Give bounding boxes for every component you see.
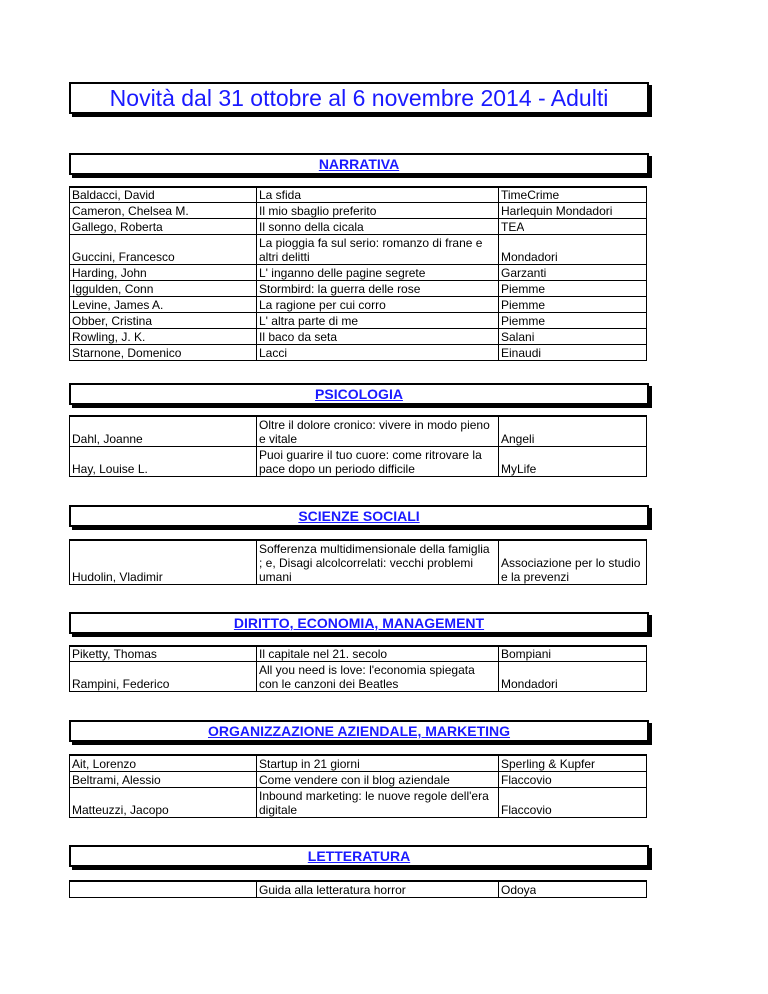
section-table-narrativa <box>69 186 647 361</box>
publisher-cell: TEA <box>501 220 525 234</box>
title-cell: La pioggia fa sul serio: romanzo di frane e altri delitti <box>259 236 483 264</box>
title-cell: Lacci <box>259 346 288 360</box>
table-row <box>69 661 647 692</box>
title-cell: Sofferenza multidimensionale della famiglia ; e, Disagi alcolcorrelati: vecchi problemi umani <box>259 542 490 584</box>
publisher-cell: Einaudi <box>501 346 542 360</box>
section-table-scienze-sociali <box>69 539 647 585</box>
title-cell: L' inganno delle pagine segrete <box>259 266 426 280</box>
author-cell: Gallego, Roberta <box>72 220 163 234</box>
author-cell: Rampini, Federico <box>72 677 170 691</box>
author-cell: Guccini, Francesco <box>72 250 175 264</box>
table-row <box>69 415 647 446</box>
publisher-cell: Angeli <box>501 432 535 446</box>
title-cell: La ragione per cui corro <box>259 298 386 312</box>
title-cell: Oltre il dolore cronico: vivere in modo pieno e vitale <box>259 418 490 446</box>
table-row <box>69 446 647 477</box>
author-cell: Baldacci, David <box>72 188 155 202</box>
table-row <box>69 880 647 898</box>
section-table-psicologia <box>69 415 647 477</box>
publisher-cell: Harlequin Mondadori <box>501 204 613 218</box>
author-cell: Starnone, Domenico <box>72 346 182 360</box>
section-heading-narrativa: NARRATIVA <box>69 153 649 175</box>
title-cell: Come vendere con il blog aziendale <box>259 773 450 787</box>
table-row <box>69 218 647 234</box>
author-cell: Beltrami, Alessio <box>72 773 161 787</box>
table-row <box>69 328 647 344</box>
title-cell: Puoi guarire il tuo cuore: come ritrovare la pace dopo un periodo difficile <box>259 448 482 476</box>
author-cell: Ait, Lorenzo <box>72 757 137 771</box>
publisher-cell: Flaccovio <box>501 773 552 787</box>
author-cell: Rowling, J. K. <box>72 330 146 344</box>
publisher-cell: Associazione per lo studio e la prevenzi <box>501 556 641 584</box>
author-cell: Harding, John <box>72 266 147 280</box>
section-heading-diritto-economia: DIRITTO, ECONOMIA, MANAGEMENT <box>69 612 649 634</box>
table-row <box>69 296 647 312</box>
author-cell: Matteuzzi, Jacopo <box>72 803 169 817</box>
author-cell: Piketty, Thomas <box>72 647 157 661</box>
author-cell: Levine, James A. <box>72 298 164 312</box>
table-row <box>69 645 647 661</box>
page-title-text: Novità dal 31 ottobre al 6 novembre 2014 - Adulti <box>109 84 609 111</box>
publisher-cell: Sperling & Kupfer <box>501 757 596 771</box>
author-cell: Obber, Cristina <box>72 314 153 328</box>
title-cell: La sfida <box>259 188 302 202</box>
title-cell: L' altra parte di me <box>259 314 359 328</box>
table-row <box>69 312 647 328</box>
title-cell: Il baco da seta <box>259 330 338 344</box>
table-row <box>69 771 647 787</box>
section-table-letteratura <box>69 880 647 898</box>
publisher-cell: Salani <box>501 330 535 344</box>
publisher-cell: Piemme <box>501 282 546 296</box>
author-cell: Iggulden, Conn <box>72 282 154 296</box>
title-cell: Stormbird: la guerra delle rose <box>259 282 421 296</box>
table-row <box>69 787 647 818</box>
table-row <box>69 234 647 264</box>
author-cell: Hudolin, Vladimir <box>72 570 163 584</box>
section-heading-letteratura: LETTERATURA <box>69 845 649 867</box>
section-heading-scienze-sociali: SCIENZE SOCIALI <box>69 505 649 527</box>
title-cell: Il mio sbaglio preferito <box>259 204 377 218</box>
table-row <box>69 280 647 296</box>
publisher-cell: MyLife <box>501 462 537 476</box>
section-heading-psicologia: PSICOLOGIA <box>69 383 649 405</box>
title-cell: Il sonno della cicala <box>259 220 364 234</box>
author-cell: Dahl, Joanne <box>72 432 143 446</box>
publisher-cell: Bompiani <box>501 647 552 661</box>
table-row <box>69 264 647 280</box>
section-heading-organizzazione: ORGANIZZAZIONE AZIENDALE, MARKETING <box>69 720 649 742</box>
section-table-diritto-economia <box>69 645 647 692</box>
publisher-cell: TimeCrime <box>501 188 560 202</box>
table-row <box>69 539 647 585</box>
title-cell: Startup in 21 giorni <box>259 757 360 771</box>
section-table-organizzazione <box>69 754 647 818</box>
publisher-cell: Piemme <box>501 314 546 328</box>
page-title <box>69 82 649 114</box>
title-cell: Guida alla letteratura horror <box>259 883 406 897</box>
table-row <box>69 186 647 202</box>
title-cell: All you need is love: l'economia spiegata con le canzoni dei Beatles <box>259 663 475 691</box>
table-row <box>69 202 647 218</box>
publisher-cell: Flaccovio <box>501 803 552 817</box>
publisher-cell: Odoya <box>501 883 537 897</box>
title-cell: Il capitale nel 21. secolo <box>259 647 388 661</box>
table-row <box>69 754 647 771</box>
publisher-cell: Mondadori <box>501 677 558 691</box>
publisher-cell: Piemme <box>501 298 546 312</box>
author-cell: Hay, Louise L. <box>72 462 148 476</box>
publisher-cell: Garzanti <box>501 266 547 280</box>
publisher-cell: Mondadori <box>501 250 558 264</box>
title-cell: Inbound marketing: le nuove regole dell'era digitale <box>259 789 489 817</box>
author-cell: Cameron, Chelsea M. <box>72 204 189 218</box>
table-row <box>69 344 647 361</box>
